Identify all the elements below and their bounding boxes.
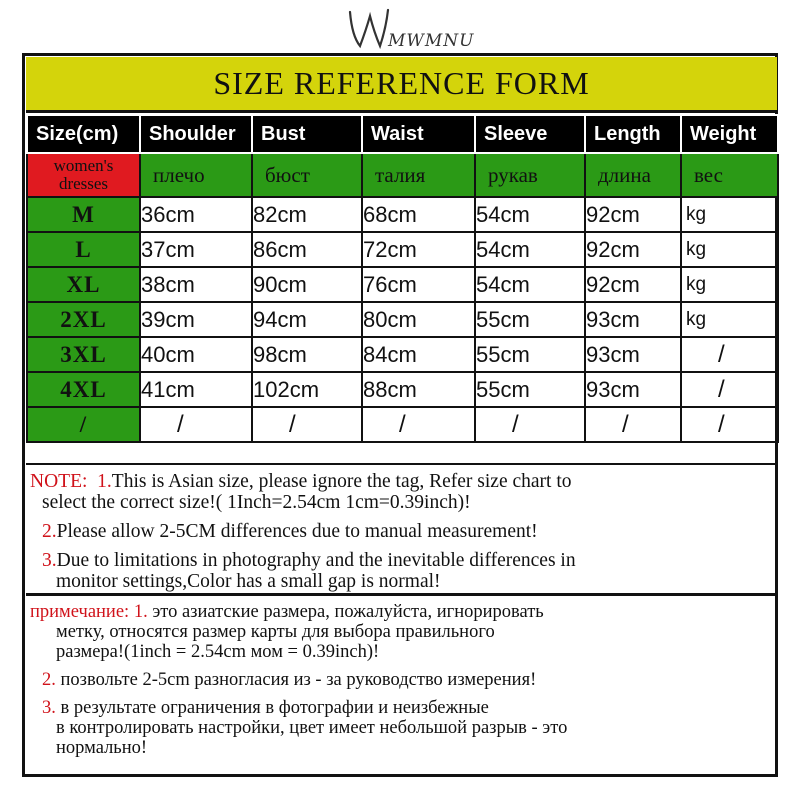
- table-cell: 41cm: [140, 372, 252, 407]
- english-notes: [26, 463, 777, 593]
- table-cell: /: [681, 372, 778, 407]
- table-cell: 55cm: [475, 337, 585, 372]
- header-sleeve: Sleeve: [475, 115, 585, 153]
- table-cell: 68cm: [362, 197, 475, 232]
- header-bust: Bust: [252, 115, 362, 153]
- brand-logo: [0, 6, 800, 54]
- size-table: [26, 114, 779, 443]
- table-cell: 93cm: [585, 302, 681, 337]
- note-ru-1-line-2: метку, относятся размер карты для выбора правильного: [56, 622, 495, 642]
- note-ru-3-line-2: в контролировать настройки, цвет имеет небольшой разрыв - это: [56, 718, 568, 738]
- table-row: [27, 197, 778, 232]
- table-row: [27, 267, 778, 302]
- table-cell: /: [362, 407, 475, 442]
- table-row: [27, 372, 778, 407]
- table-cell: 94cm: [252, 302, 362, 337]
- note-ru-1-line-3: размера!(1inch = 2.54cm мом = 0.39inch)!: [56, 642, 380, 662]
- table-cell: 92cm: [585, 197, 681, 232]
- table-cell: kg: [681, 232, 778, 267]
- title-bar: [26, 57, 777, 113]
- table-cell: 92cm: [585, 267, 681, 302]
- table-cell: 55cm: [475, 372, 585, 407]
- ru-label-sleeve: рукав: [475, 153, 585, 197]
- size-label: 2XL: [27, 302, 140, 337]
- size-label: 4XL: [27, 372, 140, 407]
- note-ru-1-line-1: примечание: 1. это азиатские размера, пожалуйста, игнорировать: [30, 602, 544, 622]
- note-ru-2: 2. позвольте 2-5cm разногласия из - за руководство измерения!: [42, 670, 537, 690]
- table-row: [27, 232, 778, 267]
- svg-text:MWMNU: MWMNU: [388, 31, 475, 51]
- header-waist: Waist: [362, 115, 475, 153]
- table-cell: 88cm: [362, 372, 475, 407]
- size-label: /: [27, 407, 140, 442]
- wmwmnu-logo-mark: [340, 6, 475, 52]
- table-cell: 54cm: [475, 197, 585, 232]
- ru-label-length: длина: [585, 153, 681, 197]
- size-chart-frame: [22, 53, 778, 777]
- category-cell: [27, 153, 140, 197]
- chart-title: SIZE REFERENCE FORM: [213, 65, 590, 101]
- table-cell: /: [140, 407, 252, 442]
- category-line-2: dresses: [58, 174, 109, 193]
- size-label: XL: [27, 267, 140, 302]
- note-ru-3-line-1: 3. в результате ограничения в фотографии и неизбежные: [42, 698, 489, 718]
- table-cell: 37cm: [140, 232, 252, 267]
- table-cell: /: [681, 407, 778, 442]
- table-cell: 54cm: [475, 232, 585, 267]
- table-cell: 38cm: [140, 267, 252, 302]
- table-cell: kg: [681, 302, 778, 337]
- header-length: Length: [585, 115, 681, 153]
- ru-label-bust: бюст: [252, 153, 362, 197]
- table-cell: 90cm: [252, 267, 362, 302]
- category-line-1: women's: [53, 156, 114, 175]
- header-shoulder: Shoulder: [140, 115, 252, 153]
- table-cell: 80cm: [362, 302, 475, 337]
- table-cell: 98cm: [252, 337, 362, 372]
- table-cell: 72cm: [362, 232, 475, 267]
- table-cell: 102cm: [252, 372, 362, 407]
- note-en-3-line-2: monitor settings,Color has a small gap is normal!: [56, 571, 441, 592]
- size-label: L: [27, 232, 140, 267]
- table-cell: 76cm: [362, 267, 475, 302]
- table-cell: 82cm: [252, 197, 362, 232]
- table-cell: kg: [681, 197, 778, 232]
- note-en-2: 2.Please allow 2-5CM differences due to manual measurement!: [42, 521, 538, 542]
- note-en-3-line-1: 3.Due to limitations in photography and the inevitable differences in: [42, 550, 576, 571]
- table-row: [27, 302, 778, 337]
- table-cell: 36cm: [140, 197, 252, 232]
- table-cell: 55cm: [475, 302, 585, 337]
- table-cell: 40cm: [140, 337, 252, 372]
- table-cell: 93cm: [585, 372, 681, 407]
- table-cell: /: [475, 407, 585, 442]
- table-cell: /: [681, 337, 778, 372]
- note-en-1-line-2: select the correct size!( 1Inch=2.54cm 1cm=0.39inch)!: [42, 492, 471, 513]
- note-en-1-line-1: NOTE: 1.This is Asian size, please ignore the tag, Refer size chart to: [30, 471, 572, 492]
- table-cell: 84cm: [362, 337, 475, 372]
- table-row: [27, 407, 778, 442]
- header-size: Size(cm): [27, 115, 140, 153]
- table-cell: /: [252, 407, 362, 442]
- table-cell: 86cm: [252, 232, 362, 267]
- table-cell: 39cm: [140, 302, 252, 337]
- size-label: M: [27, 197, 140, 232]
- table-row: [27, 337, 778, 372]
- header-weight: Weight: [681, 115, 778, 153]
- table-cell: 92cm: [585, 232, 681, 267]
- table-cell: kg: [681, 267, 778, 302]
- ru-label-shoulder: плечо: [140, 153, 252, 197]
- russian-notes: [26, 593, 777, 774]
- table-cell: 54cm: [475, 267, 585, 302]
- table-cell: /: [585, 407, 681, 442]
- ru-label-waist: талия: [362, 153, 475, 197]
- russian-label-row: [27, 153, 778, 197]
- size-label: 3XL: [27, 337, 140, 372]
- table-cell: 93cm: [585, 337, 681, 372]
- ru-label-weight: вес: [681, 153, 778, 197]
- header-row: [27, 115, 778, 153]
- note-ru-3-line-3: нормально!: [56, 738, 148, 758]
